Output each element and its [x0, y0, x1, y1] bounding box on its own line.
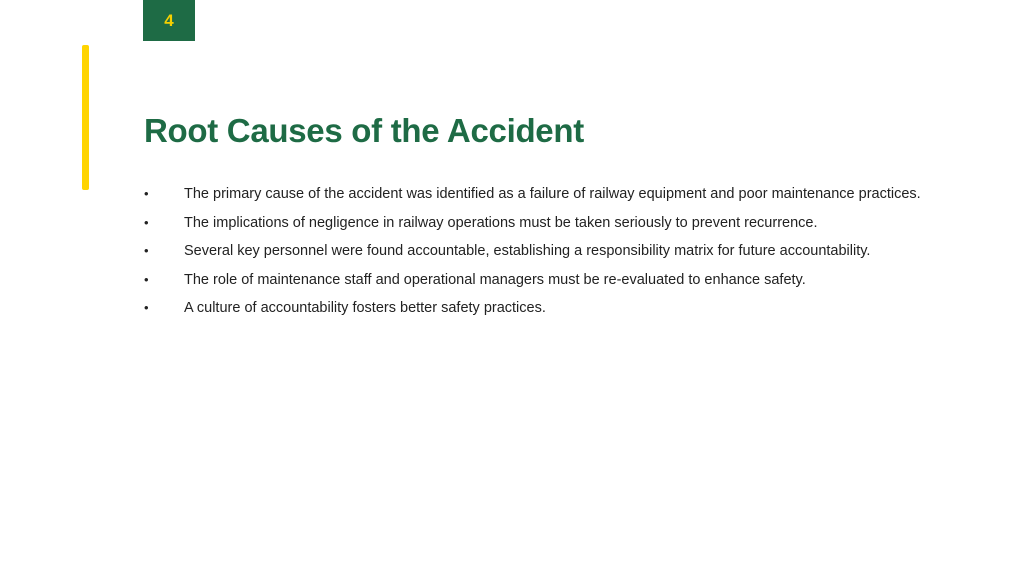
bullet-list — [144, 180, 944, 323]
page-number-badge — [143, 0, 195, 41]
bullet-item — [144, 266, 944, 295]
bullet-icon: • — [144, 186, 149, 201]
page-number: 4 — [164, 10, 174, 30]
bullet-item — [144, 209, 944, 238]
bullet-item — [144, 294, 944, 323]
accent-bar — [82, 45, 89, 190]
bullet-icon: • — [144, 214, 149, 230]
bullet-text: The implications of negligence in railway operations must be taken seriously to prevent recurrence. — [184, 214, 818, 231]
bullet-item — [144, 180, 944, 209]
slide-title: Root Causes of the Accident — [144, 112, 584, 149]
bullet-text: Several key personnel were found accountable, establishing a responsibility matrix for future accountability. — [184, 243, 871, 259]
bullet-item — [144, 237, 944, 266]
bullet-text: The primary cause of the accident was identified as a failure of railway equipment and poor maintenance practices. — [184, 186, 921, 202]
bullet-icon: • — [144, 271, 149, 287]
bullet-text: A culture of accountability fosters better safety practices. — [184, 300, 546, 316]
bullet-icon: • — [144, 300, 149, 315]
bullet-text: The role of maintenance staff and operational managers must be re-evaluated to enhance safety. — [184, 271, 806, 288]
bullet-icon: • — [144, 243, 149, 258]
